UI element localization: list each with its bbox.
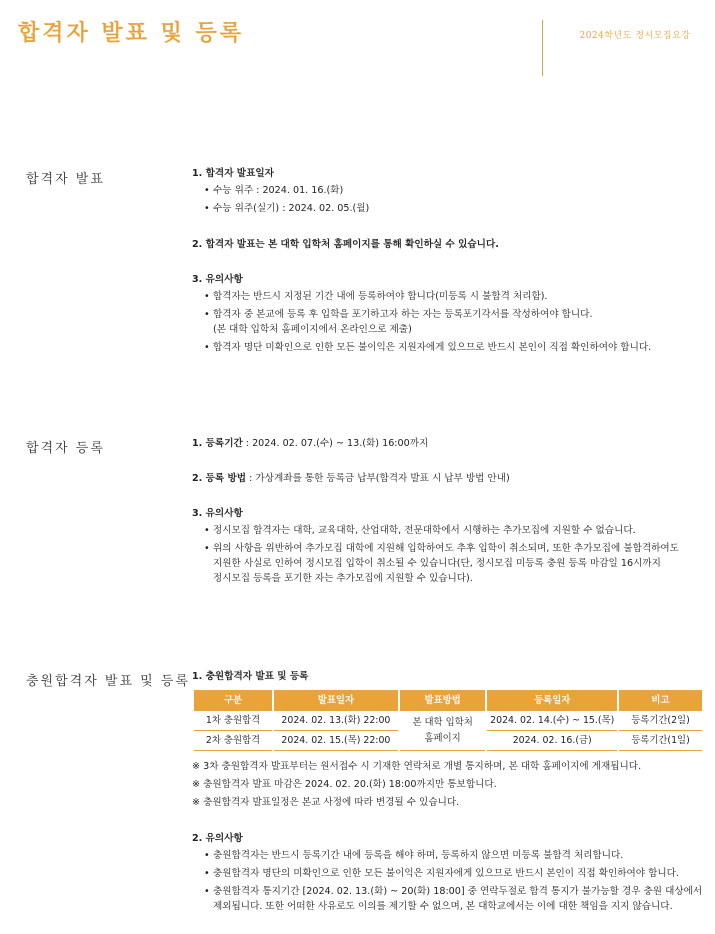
supplementary-notes-heading: 2. 유의사항 [192,833,243,844]
table-cell: 2024. 02. 14.(수) ~ 15.(목) [486,711,618,731]
list-item: • 합격자는 반드시 지정된 기간 내에 등록하여야 합니다(미등록 시 불합격 처리함). [204,289,707,304]
register-period-value: : 2024. 02. 07.(수) ~ 13.(화) 16:00까지 [242,438,429,449]
table-cell: 등록기간(1일) [618,731,703,751]
table-header-row [193,690,703,711]
announce-date-list [192,183,707,216]
table-cell-method [399,711,487,751]
list-item-continuation: 지원한 사실로 인하여 정시모집 입학이 취소될 수 있습니다(단, 정시모집 미등록 충원 등록 마감일 16시까지 [213,558,661,569]
section-body-register [192,436,707,589]
register-period-label: 1. 등록기간 [192,438,243,449]
list-item-text: • 충원합격자 통지기간 [2024. 02. 13.(화) ~ 20(화) 18:00] 중 연락두절로 합격 통지가 불가능할 경우 충원 대상에서 [213,886,703,897]
table-header-cell: 비고 [618,690,703,711]
register-notes-heading: 3. 유의사항 [192,508,243,519]
list-item: • 수능 위주(실기) : 2024. 02. 05.(월) [204,201,707,216]
announce-date-heading: 1. 합격자 발표일자 [192,168,274,179]
section-title-register: 합격자 등록 [26,441,105,456]
register-method-label: 2. 등록 방법 [192,473,247,484]
list-item [204,884,707,914]
table-header-cell: 발표방법 [399,690,487,711]
list-item-continuation: 정시모집 등록을 포기한 자는 추가모집에 지원할 수 있습니다). [213,573,473,584]
method-line-1: 본 대학 입학처 [412,716,473,728]
register-notes-list [192,523,707,586]
table-header-cell: 등록일자 [486,690,618,711]
list-item-continuation: (본 대학 입학처 홈페이지에서 온라인으로 제출) [213,324,412,335]
method-line-2: 홈페이지 [424,732,461,744]
announce-notes-list [192,289,707,355]
header-divider [542,20,543,76]
section-title-announce: 합격자 발표 [26,172,105,187]
page-title: 합격자 발표 및 등록 [18,20,244,46]
list-item-continuation: 제외됩니다. 또한 어떠한 사유로도 이의를 제기할 수 없으며, 본 대학교에서는 이에 대한 책임을 지지 않습니다. [213,901,673,912]
list-item: • 정시모집 합격자는 대학, 교육대학, 산업대학, 전문대학에서 시행하는 추가모집에 지원할 수 없습니다. [204,523,707,538]
list-item: • 충원합격자는 반드시 등록기간 내에 등록을 해야 하며, 등록하지 않으면 미등록 불합격 처리합니다. [204,848,707,863]
table-header-cell: 발표일자 [273,690,399,711]
supplementary-notes-list [192,848,707,914]
list-item [204,541,707,586]
list-item: • 합격자 명단 미확인으로 인한 모든 불이익은 지원자에게 있으므로 반드시 본인이 직접 확인하여야 합니다. [204,340,707,355]
register-method-value: : 가상계좌를 통한 등록금 납부(합격자 발표 시 납부 방법 안내) [246,473,510,484]
list-item: • 충원합격자 명단의 미확인으로 인한 모든 불이익은 지원자에게 있으므로 반드시 본인이 직접 확인하여야 합니다. [204,866,707,881]
table-cell: 1차 충원합격 [193,711,273,731]
table-cell: 2024. 02. 13.(화) 22:00 [273,711,399,731]
supplementary-note: ※ 충원합격자 발표일정은 본교 사정에 따라 변경될 수 있습니다. [192,797,460,808]
announce-method-heading: 2. 합격자 발표는 본 대학 입학처 홈페이지를 통해 확인하실 수 있습니다. [192,239,499,250]
table-cell: 2차 충원합격 [193,731,273,751]
supplementary-note: ※ 충원합격자 발표 마감은 2024. 02. 20.(화) 18:00까지만 통보합니다. [192,779,497,790]
supplementary-note: ※ 3차 충원합격자 발표부터는 원서접수 시 기재한 연락처로 개별 통지하며, 본 대학 홈페이지에 게재됩니다. [192,761,642,772]
table-header-cell: 구분 [193,690,273,711]
section-title-supplementary: 충원합격자 발표 및 등록 [26,674,190,689]
table-row [193,711,703,731]
list-item-text: • 위의 사항을 위반하여 추가모집 대학에 지원해 입학하여도 추후 입학이 취소되며, 또한 추가모집에 불합격하여도 [213,543,679,554]
supplementary-heading: 1. 충원합격자 발표 및 등록 [192,671,309,682]
list-item: • 수능 위주 : 2024. 01. 16.(화) [204,183,707,198]
list-item-text: • 합격자 중 본교에 등록 후 입학을 포기하고자 하는 자는 등록포기각서를 작성하여야 합니다. [213,309,593,320]
document-subtitle: 2024학년도 정시모집요강 [579,31,691,41]
list-item [204,307,707,337]
table-cell: 등록기간(2일) [618,711,703,731]
section-body-announce [192,166,707,358]
register-method [192,471,707,486]
section-body-supplementary [192,669,707,917]
announce-notes-heading: 3. 유의사항 [192,274,243,285]
table-cell: 2024. 02. 16.(금) [486,731,618,751]
table-cell: 2024. 02. 15.(목) 22:00 [273,731,399,751]
supplementary-schedule-table [192,690,704,751]
register-period [192,436,707,451]
